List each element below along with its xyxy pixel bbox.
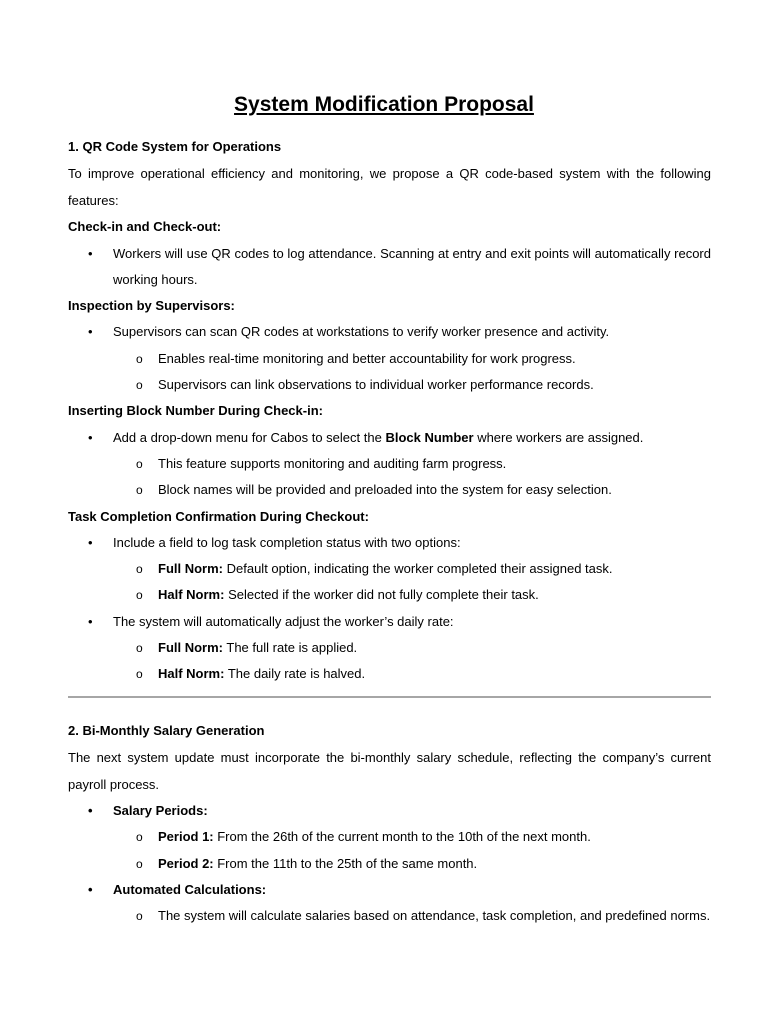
task-rate-half-label: Half Norm: [158, 666, 225, 682]
block-bullet-pre: Add a drop-down menu for Cabos to select the [113, 429, 386, 445]
period-1 [68, 824, 711, 850]
calc-bullet: • Automated Calculations: [68, 877, 711, 903]
task-rate-full-text: The full rate is applied. [223, 640, 358, 656]
section2-heading: 2. Bi-Monthly Salary Generation [68, 722, 265, 738]
task-option-half-text: Selected if the worker did not fully complete their task. [224, 587, 539, 603]
task-option-full-label: Full Norm: [158, 561, 223, 577]
block-bullet-bold: Block Number [385, 429, 474, 445]
task-heading: Task Completion Confirmation During Checkout: [68, 508, 369, 524]
block-sub-2: o Block names will be provided and preloaded into the system for easy selection. [68, 477, 711, 503]
period-2 [68, 851, 711, 877]
block-sub-1: o This feature supports monitoring and auditing farm progress. [68, 451, 711, 477]
task-rate-half-text: The daily rate is halved. [224, 666, 366, 682]
calc-sub-1: o The system will calculate salaries based on attendance, task completion, and predefined norms. [68, 903, 711, 929]
period-2-label: Period 2: [158, 855, 214, 871]
inspection-sub-1: o Enables real-time monitoring and better accountability for work progress. [68, 346, 711, 372]
block-heading: Inserting Block Number During Check-in: [68, 403, 323, 419]
inspection-sub-2: o Supervisors can link observations to individual worker performance records. [68, 372, 711, 398]
document-body [68, 134, 711, 929]
section1-heading: 1. QR Code System for Operations [68, 139, 282, 154]
task-rate-full-label: Full Norm: [158, 640, 223, 656]
task-option-full-text: Default option, indicating the worker completed their assigned task. [223, 561, 613, 577]
checkin-bullet: • Workers will use QR codes to log attendance. Scanning at entry and exit points will automatically record working hours. [68, 241, 711, 294]
periods-bullet: • Salary Periods: [68, 798, 711, 824]
section1-intro: To improve operational efficiency and monitoring, we propose a QR code-based system with the following features: [68, 166, 711, 209]
task-rate-full [68, 635, 711, 661]
task-option-full [68, 556, 711, 582]
block-bullet [68, 425, 711, 451]
section-divider [68, 696, 711, 698]
task-bullet-2: • The system will automatically adjust the worker’s daily rate: [68, 609, 711, 635]
section2-intro: The next system update must incorporate the bi-monthly salary schedule, reflecting the company’s current payroll process. [68, 749, 711, 792]
block-bullet-post: where workers are assigned. [473, 429, 644, 445]
checkin-heading: Check-in and Check-out: [68, 219, 222, 235]
period-1-label: Period 1: [158, 829, 214, 845]
task-rate-half [68, 661, 711, 687]
period-1-text: From the 26th of the current month to the 10th of the next month. [213, 829, 591, 845]
inspection-bullet: • Supervisors can scan QR codes at workstations to verify worker presence and activity. [68, 319, 711, 345]
period-2-text: From the 11th to the 25th of the same month. [213, 855, 478, 871]
inspection-heading: Inspection by Supervisors: [68, 298, 235, 314]
task-option-half [68, 582, 711, 608]
task-option-half-label: Half Norm: [158, 587, 225, 603]
document-title: System Modification Proposal [234, 93, 534, 116]
task-bullet-1: • Include a field to log task completion status with two options: [68, 530, 711, 556]
